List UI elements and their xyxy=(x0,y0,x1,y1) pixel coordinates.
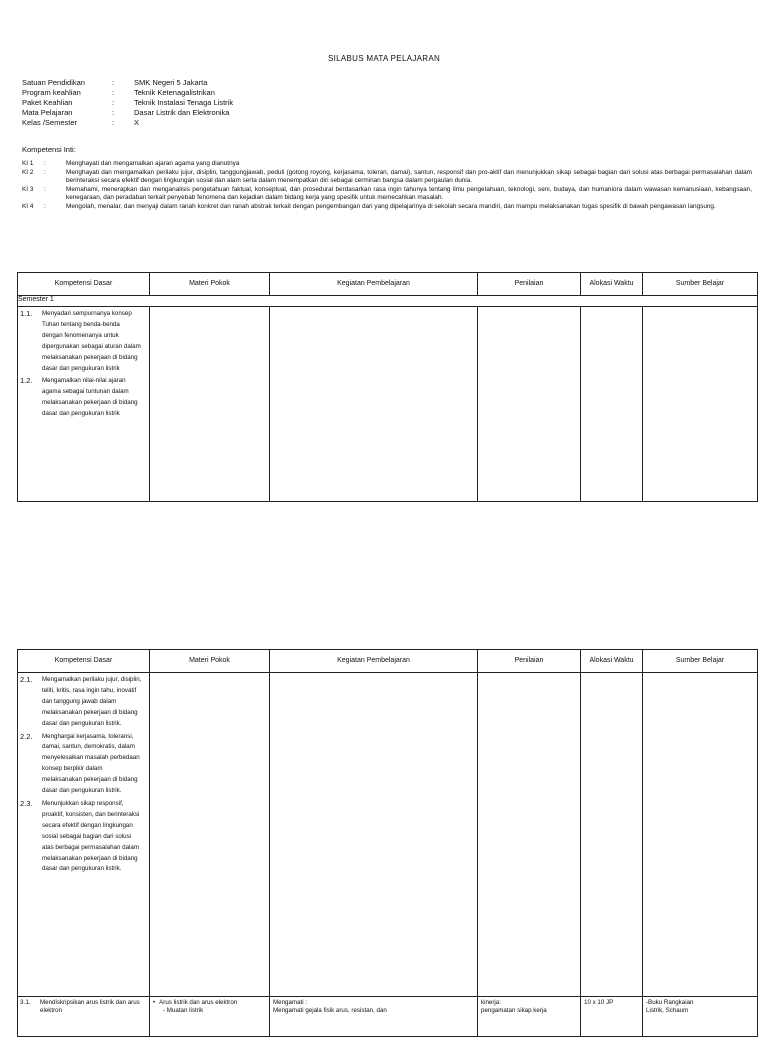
header-kompetensi: Kompetensi Dasar xyxy=(18,650,150,673)
sumber-cell xyxy=(643,307,758,502)
materi-item: • Arus listrik dan arus elektron xyxy=(153,999,266,1007)
penilaian-cell xyxy=(478,997,581,1037)
penilaian-cell xyxy=(478,673,581,997)
table-row xyxy=(18,997,758,1037)
kd-item xyxy=(18,730,149,797)
header-kegiatan: Kegiatan Pembelajaran xyxy=(270,273,478,296)
syllabus-table-2 xyxy=(17,649,758,1037)
ki-text: Mengolah, menalar, dan menyaji dalam ranah konkret dan ranah abstrak terkait dengan pengembangan dari yang dipelajarinya di sekolah secara mandiri, dan mampu melaksanakan tugas spesifik di bawah pengawasan langsung. xyxy=(66,202,716,210)
header-sumber: Sumber Belajar xyxy=(643,273,758,296)
kd-number: 2.1. xyxy=(20,675,33,684)
ki-item xyxy=(22,203,752,212)
kd-text: Menunjukkan sikap responsif, proaktif, konsisten, dan berinteraksi secara efektif dengan lingkungan sosial sebagai bagian dari solusi atas berbagai permasalahan dalam melaksanakan pekerjaan di bidang dasar dan pengukuran listrik. xyxy=(42,799,140,873)
ki-colon: : xyxy=(44,160,46,167)
semester-row xyxy=(18,296,758,307)
kd-number: 2.3. xyxy=(20,798,33,808)
ki-item xyxy=(22,186,752,203)
kd-item xyxy=(18,374,149,420)
syllabus-table-1 xyxy=(17,272,758,502)
identity-value: Dasar Listrik dan Elektronika xyxy=(134,108,230,117)
identity-block xyxy=(22,78,233,128)
kegiatan-cell xyxy=(270,673,478,997)
header-alokasi: Alokasi Waktu xyxy=(581,273,643,296)
identity-label: Kelas /Semester xyxy=(22,118,78,127)
kd-item xyxy=(18,797,149,875)
sumber-cell xyxy=(643,997,758,1037)
ki-number: KI 1 xyxy=(22,160,34,167)
ki-text: Menghayati dan mengamalkan perilaku jujur, disiplin, tanggungjawab, peduli (gotong royong, kerjasama, toleran, damai), santun, responsif dan pro-aktif dan menunjukkan sikap sebagai bagian dari solusi atas berbagai permasalahan dalam berinteraksi secara efektif dengan lingkungan sosial dan alam serta dalam menempatkan diri sebagai cerminan bangsa dalam pergaulan dunia. xyxy=(66,168,752,185)
identity-colon: : xyxy=(112,88,115,97)
penilaian-cell xyxy=(478,307,581,502)
ki-number: KI 2 xyxy=(22,168,34,176)
identity-label: Satuan Pendidikan xyxy=(22,78,85,87)
kegiatan-cell xyxy=(270,997,478,1037)
alokasi-cell xyxy=(581,307,643,502)
alokasi-cell xyxy=(581,997,643,1037)
kd-text: Menyadari sempurnanya konsep Tuhan tentang benda-benda dengan fenomenanya untuk dipergunakan sebagai aturan dalam melaksanakan pekerjaan di bidang dasar dan pengukuran listrik xyxy=(42,310,141,372)
kegiatan-text: Mengamati gejala fisik arus, resistan, dan xyxy=(273,1007,387,1014)
identity-label: Program keahlian xyxy=(22,88,81,97)
kd-text: Mengamalkan perilaku jujur, disiplin, teliti, kritis, rasa ingin tahu, inovatif dan tanggung jawab dalam melaksanakan pekerjaan di bidang dasar dan pengukuran listrik. xyxy=(42,676,142,727)
alokasi-value: 10 x 10 JP xyxy=(584,999,614,1006)
identity-label: Mata Pelajaran xyxy=(22,108,73,117)
identity-row xyxy=(22,108,233,118)
identity-colon: : xyxy=(112,98,115,107)
header-sumber: Sumber Belajar xyxy=(643,650,758,673)
header-alokasi: Alokasi Waktu xyxy=(581,650,643,673)
table-header-row xyxy=(18,273,758,296)
sumber-cell xyxy=(643,673,758,997)
kd-number: 1.2. xyxy=(20,376,33,386)
kd-text: Mengamalkan nilai-nilai ajaran agama sebagai tuntunan dalam melaksanakan pekerjaan di bidang dasar dan pengukuran listrik xyxy=(42,377,138,418)
identity-colon: : xyxy=(112,78,115,87)
header-penilaian: Penilaian xyxy=(478,650,581,673)
identity-value: Teknik Instalasi Tenaga Listrik xyxy=(134,98,234,107)
ki-text: Menghayati dan mengamalkan ajaran agama yang dianutnya xyxy=(66,160,240,167)
materi-subitem: - Muatan listrik xyxy=(163,1007,204,1014)
identity-value: SMK Negeri 5 Jakarta xyxy=(134,78,208,87)
identity-row xyxy=(22,78,233,88)
kd-cell xyxy=(18,997,150,1037)
identity-row xyxy=(22,88,233,98)
kd-item xyxy=(18,307,149,374)
materi-cell xyxy=(150,673,270,997)
kegiatan-heading: Mengamati : xyxy=(273,999,308,1006)
semester-label: Semester 1 xyxy=(18,296,758,307)
identity-colon: : xyxy=(112,118,115,127)
header-penilaian: Penilaian xyxy=(478,273,581,296)
table-row xyxy=(18,673,758,997)
table-row xyxy=(18,307,758,502)
sumber-line: Listrik, Schaum xyxy=(646,1007,689,1014)
kd-number: 3.1. xyxy=(20,999,31,1006)
header-kegiatan: Kegiatan Pembelajaran xyxy=(270,650,478,673)
ki-item xyxy=(22,169,752,186)
kd-text: Menghargai kerjasama, toleransi, damai, santun, demokratis, dalam menyelesaikan masalah perbedaan konsep berpikir dalam melaksanakan pekerjaan di bidang dasar dan pengukuran listrik. xyxy=(42,732,140,795)
identity-row xyxy=(22,118,233,128)
ki-colon: : xyxy=(44,168,46,176)
identity-value: Teknik Ketenagalistrikan xyxy=(134,88,215,97)
kd-text: Mendiskripsikan arus listrik dan arus elektron xyxy=(40,999,140,1014)
penilaian-text: pengamatan sikap kerja xyxy=(481,1007,547,1014)
penilaian-heading: kinerja: xyxy=(481,999,501,1006)
header-materi: Materi Pokok xyxy=(150,650,270,673)
document-title: SILABUS MATA PELAJARAN xyxy=(327,54,441,63)
alokasi-cell xyxy=(581,673,643,997)
materi-cell xyxy=(150,307,270,502)
header-materi: Materi Pokok xyxy=(150,273,270,296)
ki-colon: : xyxy=(44,185,46,193)
kegiatan-cell xyxy=(270,307,478,502)
kd-number: 2.2. xyxy=(20,731,33,741)
identity-colon: : xyxy=(112,108,115,117)
ki-number: KI 3 xyxy=(22,185,34,193)
sumber-line: -Buku Rangkaian xyxy=(646,999,694,1006)
table-header-row xyxy=(18,650,758,673)
kd-number: 1.1. xyxy=(20,309,33,318)
materi-cell xyxy=(150,997,270,1037)
ki-text: Memahami, menerapkan dan menganalisis pengetahuan faktual, konseptual, dan prosedural berdasarkan rasa ingin tahunya tentang ilmu pengetahuan, teknologi, seni, budaya, dan humaniora dalam wawasan kemanusiaan, kebangsaan, kenegaraan, dan peradaban terkait penyebab fenomena dan kejadian dalam bidang kerja yang spesifik untuk memecahkan masalah. xyxy=(66,185,752,202)
kd-cell xyxy=(18,673,150,997)
kd-cell xyxy=(18,307,150,502)
header-kompetensi: Kompetensi Dasar xyxy=(18,273,150,296)
identity-label: Paket Keahlian xyxy=(22,98,73,107)
identity-value: X xyxy=(134,118,140,127)
identity-row xyxy=(22,98,233,108)
ki-number: KI 4 xyxy=(22,202,34,210)
kd-item xyxy=(18,673,149,730)
ki-list xyxy=(22,160,752,212)
ki-item xyxy=(22,160,752,169)
ki-heading: Kompetensi Inti: xyxy=(22,145,76,154)
ki-colon: : xyxy=(44,202,46,210)
